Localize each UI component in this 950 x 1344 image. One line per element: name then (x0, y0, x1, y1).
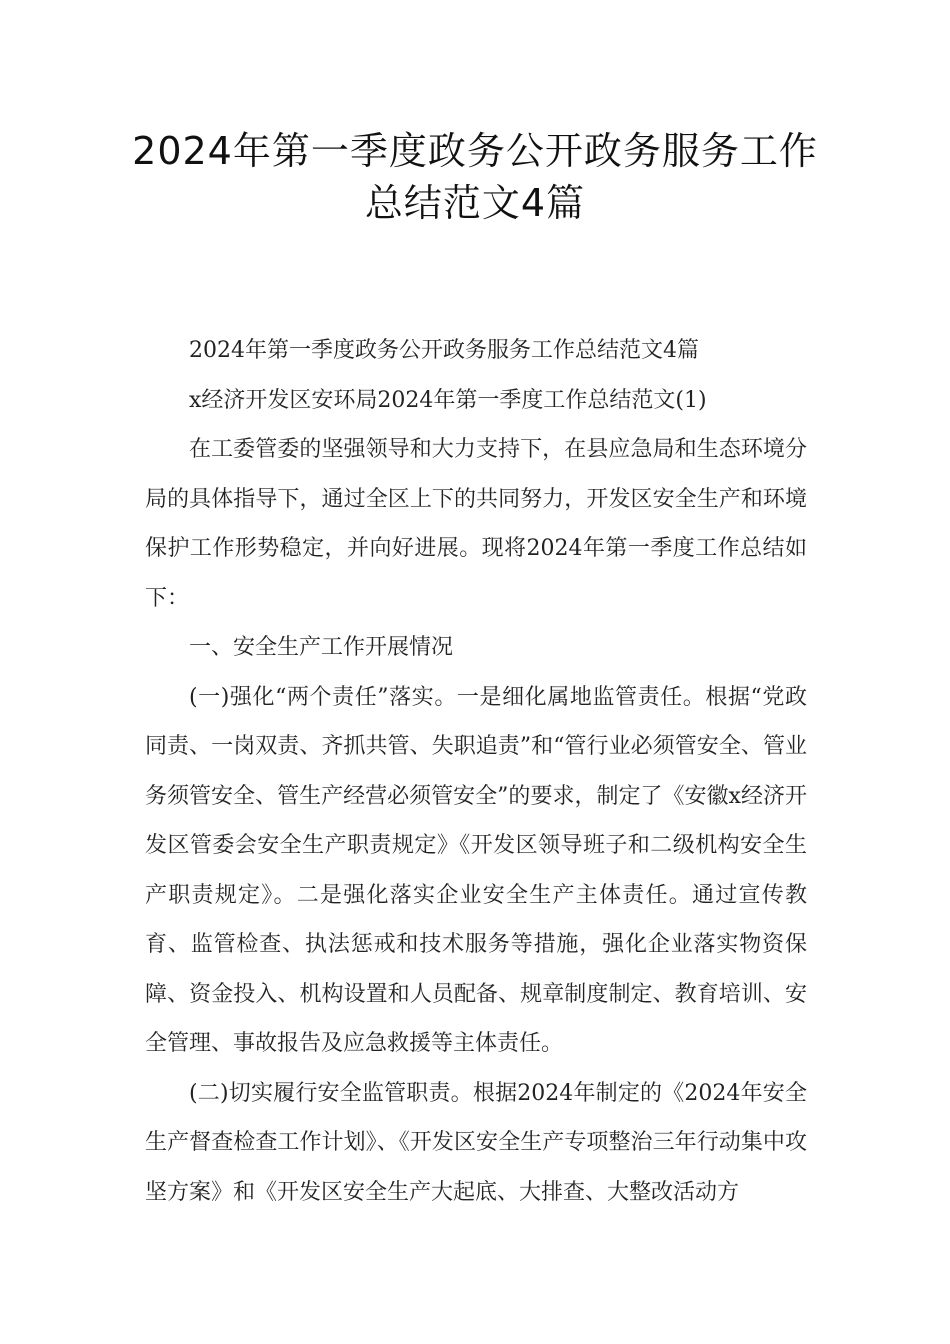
title-line-1: 2024年第一季度政务公开政务服务工作 (132, 129, 818, 173)
document-body (145, 326, 807, 1217)
paragraph-section-heading: x经济开发区安环局2024年第一季度工作总结范文(1) (189, 387, 707, 413)
paragraph-subtitle: 2024年第一季度政务公开政务服务工作总结范文4篇 (189, 338, 699, 363)
paragraph-intro: 在工委管委的坚强领导和大力支持下，在县应急局和生态环境分局的具体指导下，通过全区上下的共同努力，开发区安全生产和环境保护工作形势稳定，并向好进展。现将2024年第一季度工作总结如下： (145, 437, 807, 611)
document-title (100, 125, 850, 229)
paragraph-item-1: (一)强化“两个责任”落实。一是细化属地监管责任。根据“党政同责、一岗双责、齐抓共管、失职追责”和“管行业必须管安全、管业务须管安全、管生产经营必须管安全”的要求，制定了《安徽x经济开发区管委会安全生产职责规定》《开发区领导班子和二级机构安全生产职责规定》。二是强化落实企业安全生产主体责任。通过宣传教育、监管检查、执法惩戒和技术服务等措施，强化企业落实物资保障、资金投入、机构设置和人员配备、规章制度制定、教育培训、安全管理、事故报告及应急救援等主体责任。 (145, 684, 807, 1056)
paragraph-item-2: (二)切实履行安全监管职责。根据2024年制定的《2024年安全生产督查检查工作计划》、《开发区安全生产专项整治三年行动集中攻坚方案》和《开发区安全生产大起底、大排查、大整改活动方 (145, 1080, 807, 1205)
paragraph-heading-1: 一、安全生产工作开展情况 (189, 635, 454, 660)
title-line-2: 总结范文4篇 (364, 181, 586, 225)
